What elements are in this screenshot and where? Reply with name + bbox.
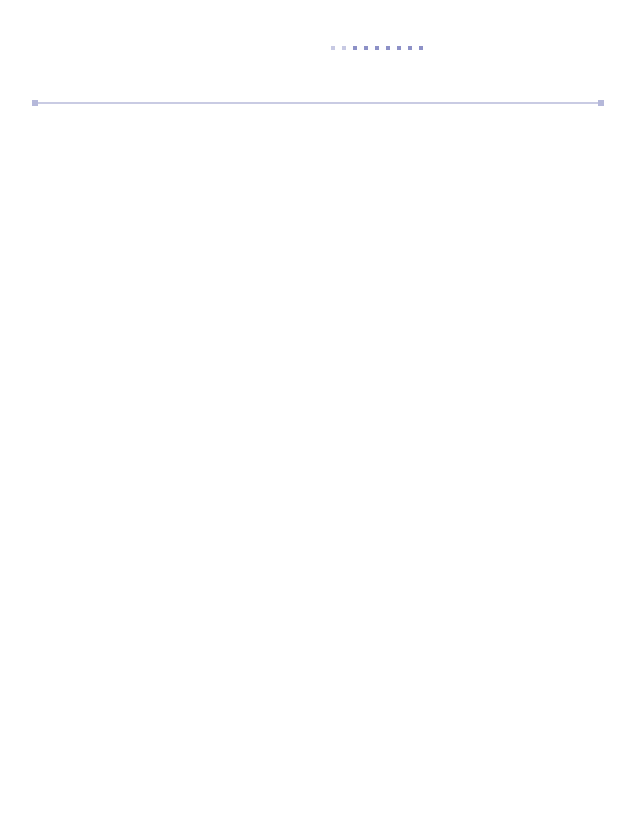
valve-spec-table xyxy=(36,139,603,169)
divider-rule xyxy=(34,102,602,104)
header-row xyxy=(36,139,603,169)
divider-end-left xyxy=(32,100,38,106)
title-decoration xyxy=(331,46,423,50)
divider-end-right xyxy=(598,100,604,106)
